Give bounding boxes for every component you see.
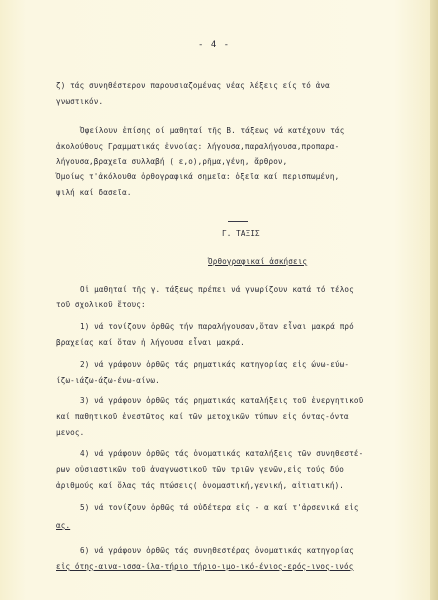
text-line: Ὀφείλουν ἐπίσης οί μαθηταί τῆς Β. τάξεως νά κατέχουν τάς [80, 126, 345, 135]
text-line: 1) νά τονίζουν ὀρθῶς τήν παραλήγουσαν,ὅταν εἶναι μακρά πρό [80, 322, 354, 331]
text-line: 2) νά γράφουν ὀρθῶς τάς ρηματικάς κατηγορίας εἰς ώνω-εύω- [80, 360, 350, 369]
text-line: τοῦ σχολικοῦ ἔτους: [56, 300, 146, 309]
subsection-heading: Ὀρθογραφικαί ἀσκήσεις [208, 257, 308, 266]
text-line: ζ) τάς συνηθέστερον παρουσιαζομένας νέας λέξεις είς τό ἀνα [56, 81, 330, 90]
section-heading: Γ. ΤΑΞΙΣ [222, 229, 260, 238]
text-line: Ὁμοίως τ'ἀκόλουθα ὀρθογραφικά σημεῖα: ὀξεῖα καί περισπωμένη, [56, 172, 340, 181]
text-line: ας. [56, 521, 71, 530]
text-line: βραχείας καί ὅταν ἡ λήγουσα εἶναι μακρά. [56, 338, 245, 347]
text-line: ρων οὐσιαστικῶν τοῦ ἀναγνωστικοῦ τῶν τριῶν γενῶν,εἰς τούς δύο [56, 465, 345, 474]
text-line: ἀριθμούς καί ὅλας τάς πτώσεις( ὀνομαστική,γενική, αἰτιατική). [56, 481, 345, 490]
text-line: λήγουσα,βραχεῖα συλλαβή ( ε,ο),ρῆμα,γένη, ἄρθρον, [56, 157, 288, 166]
page-edge-shadow [430, 0, 438, 600]
text-line: εἰς ότης-αινα-ισσα-ίλα-τήριο τήριο-ιμο-ικό-ένιος-ερός-ινος-ινός [56, 562, 354, 571]
text-line: γνωστικόν. [56, 97, 104, 106]
text-line: ἀκολούθους Γραμματικάς ἐννοίας: λήγουσα,παραλήγουσα,προπαρα- [56, 142, 340, 151]
text-line: 4) νά γράφουν ὀρθῶς τάς ὀνοματικάς καταλήξεις τῶν συνηθεστέ- [80, 449, 364, 458]
page-number: - 4 - [198, 40, 231, 50]
text-line: 5) νά τονίζουν ὀρθῶς τά οὐδέτερα εἰς - α καί τ'ἀρσενικά εἰς [80, 503, 359, 512]
text-line: ίζω-ιάζω-άζω-ένω-αίνω. [56, 376, 160, 385]
text-line: καί παθητικοῦ ἐνεστῶτος καί τῶν μετοχικῶν τύπων εἰς όντας-όντα [56, 412, 349, 421]
text-line: 6) νά γράφουν ὀρθῶς τάς συνηθεστέρας ὀνοματικάς κατηγορίας [80, 546, 354, 555]
text-line: 3) νά γράφουν ὀρθῶς τάς ρηματικάς καταλήξεις τοῦ ἐνεργητικοῦ [80, 396, 364, 405]
section-divider [228, 221, 248, 222]
text-line: μενος. [56, 428, 85, 437]
text-line: ψιλή καί δασεῖα. [56, 188, 132, 197]
text-line: Οἱ μαθηταί τῆς γ. τάξεως πρέπει νά γνωρίζουν κατά τό τέλος [80, 285, 354, 294]
